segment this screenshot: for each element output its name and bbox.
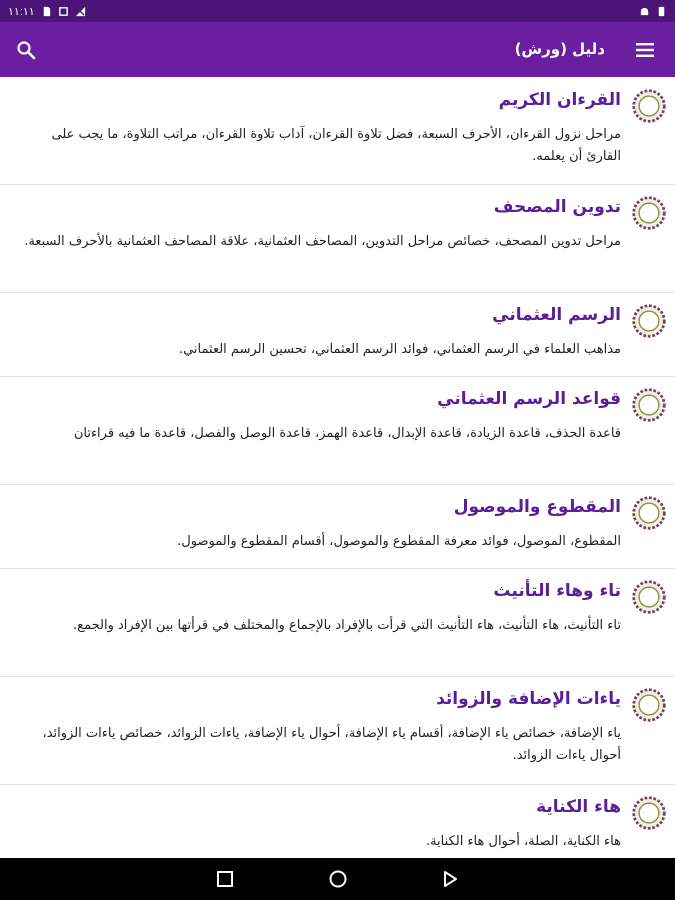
item-title: القرءان الكريم <box>498 90 621 110</box>
triangle-back-icon <box>441 870 459 888</box>
item-title: هاء الكناية <box>536 797 621 817</box>
ornament-icon <box>631 795 667 831</box>
list-item[interactable] <box>0 785 675 858</box>
item-title: ياءات الإضافة والزوائد <box>436 689 621 709</box>
item-description: هاء الكناية، الصلة، أحوال هاء الكناية. <box>425 834 621 849</box>
square-icon <box>216 870 234 888</box>
item-description: مراحل نزول القرءان، الأحرف السبعة، فضل تلاوة القرءان، آداب تلاوة القرءان، مراتب التلاوة، ما يجب على القارئ أن يعلمه. <box>51 127 621 164</box>
android-icon <box>639 6 650 17</box>
item-description: مذاهب العلماء في الرسم العثماني، فوائد الرسم العثماني، تحسين الرسم العثماني. <box>178 342 621 357</box>
item-description: مراحل تدوين المصحف، خصائص مراحل التدوين، المصاحف العثمانية، علاقة المصاحف العثمانية بالأحرف السبعة. <box>24 234 621 249</box>
item-title: المقطوع والموصول <box>453 497 621 517</box>
item-description: تاء التأنيث، هاء التأنيث، هاء التأنيث التي قرأت بالإفراد بالإجماع والمختلف في قرأتها بين الإفراد والجمع. <box>73 618 621 633</box>
circle-icon <box>328 869 348 889</box>
list-item[interactable] <box>0 677 675 785</box>
item-title: تدوين المصحف <box>493 197 621 217</box>
app-title: دليل (ورش) <box>514 40 605 58</box>
list-item[interactable] <box>0 377 675 485</box>
ornament-icon <box>631 195 667 231</box>
item-description: قاعدة الحذف، قاعدة الزيادة، قاعدة الإبدال، قاعدة الهمز، قاعدة الوصل والفصل، قاعدة ما فيه قراءتان <box>73 426 621 441</box>
item-title: الرسم العثماني <box>492 305 621 325</box>
notification-icon <box>58 6 69 17</box>
ornament-icon <box>631 88 667 124</box>
status-right <box>639 6 667 17</box>
back-button[interactable] <box>438 867 462 891</box>
signal-off-icon <box>75 6 86 17</box>
status-bar <box>0 0 675 22</box>
ornament-icon <box>631 387 667 423</box>
list-item[interactable] <box>0 293 675 377</box>
search-button[interactable] <box>12 36 40 64</box>
sim-card-icon <box>41 6 52 17</box>
battery-icon <box>656 6 667 17</box>
system-nav-bar <box>0 858 675 900</box>
item-title: تاء وهاء التأنيث <box>493 581 621 601</box>
item-title: قواعد الرسم العثماني <box>437 389 621 409</box>
item-description: المقطوع، الموصول، فوائد معرفة المقطوع والموصول، أقسام المقطوع والموصول. <box>177 534 621 549</box>
menu-button[interactable] <box>631 36 659 64</box>
ornament-icon <box>631 687 667 723</box>
status-left <box>8 5 86 18</box>
recents-button[interactable] <box>213 867 237 891</box>
list-item[interactable] <box>0 485 675 569</box>
ornament-icon <box>631 495 667 531</box>
list-item[interactable] <box>0 569 675 677</box>
app-bar <box>0 22 675 77</box>
list-item[interactable] <box>0 185 675 293</box>
list-item[interactable] <box>0 78 675 185</box>
item-description: ياء الإضافة، خصائص ياء الإضافة، أقسام ياء الإضافة، أحوال ياء الإضافة، ياءات الزوائد، خصائص ياءات الزوائد، أحوال ياءات الزوائد. <box>42 726 621 763</box>
ornament-icon <box>631 303 667 339</box>
menu-icon <box>635 42 655 58</box>
clock: ١١:١١ <box>8 5 35 18</box>
ornament-icon <box>631 579 667 615</box>
search-icon <box>16 40 36 60</box>
chapter-list <box>0 78 675 858</box>
home-button[interactable] <box>326 867 350 891</box>
